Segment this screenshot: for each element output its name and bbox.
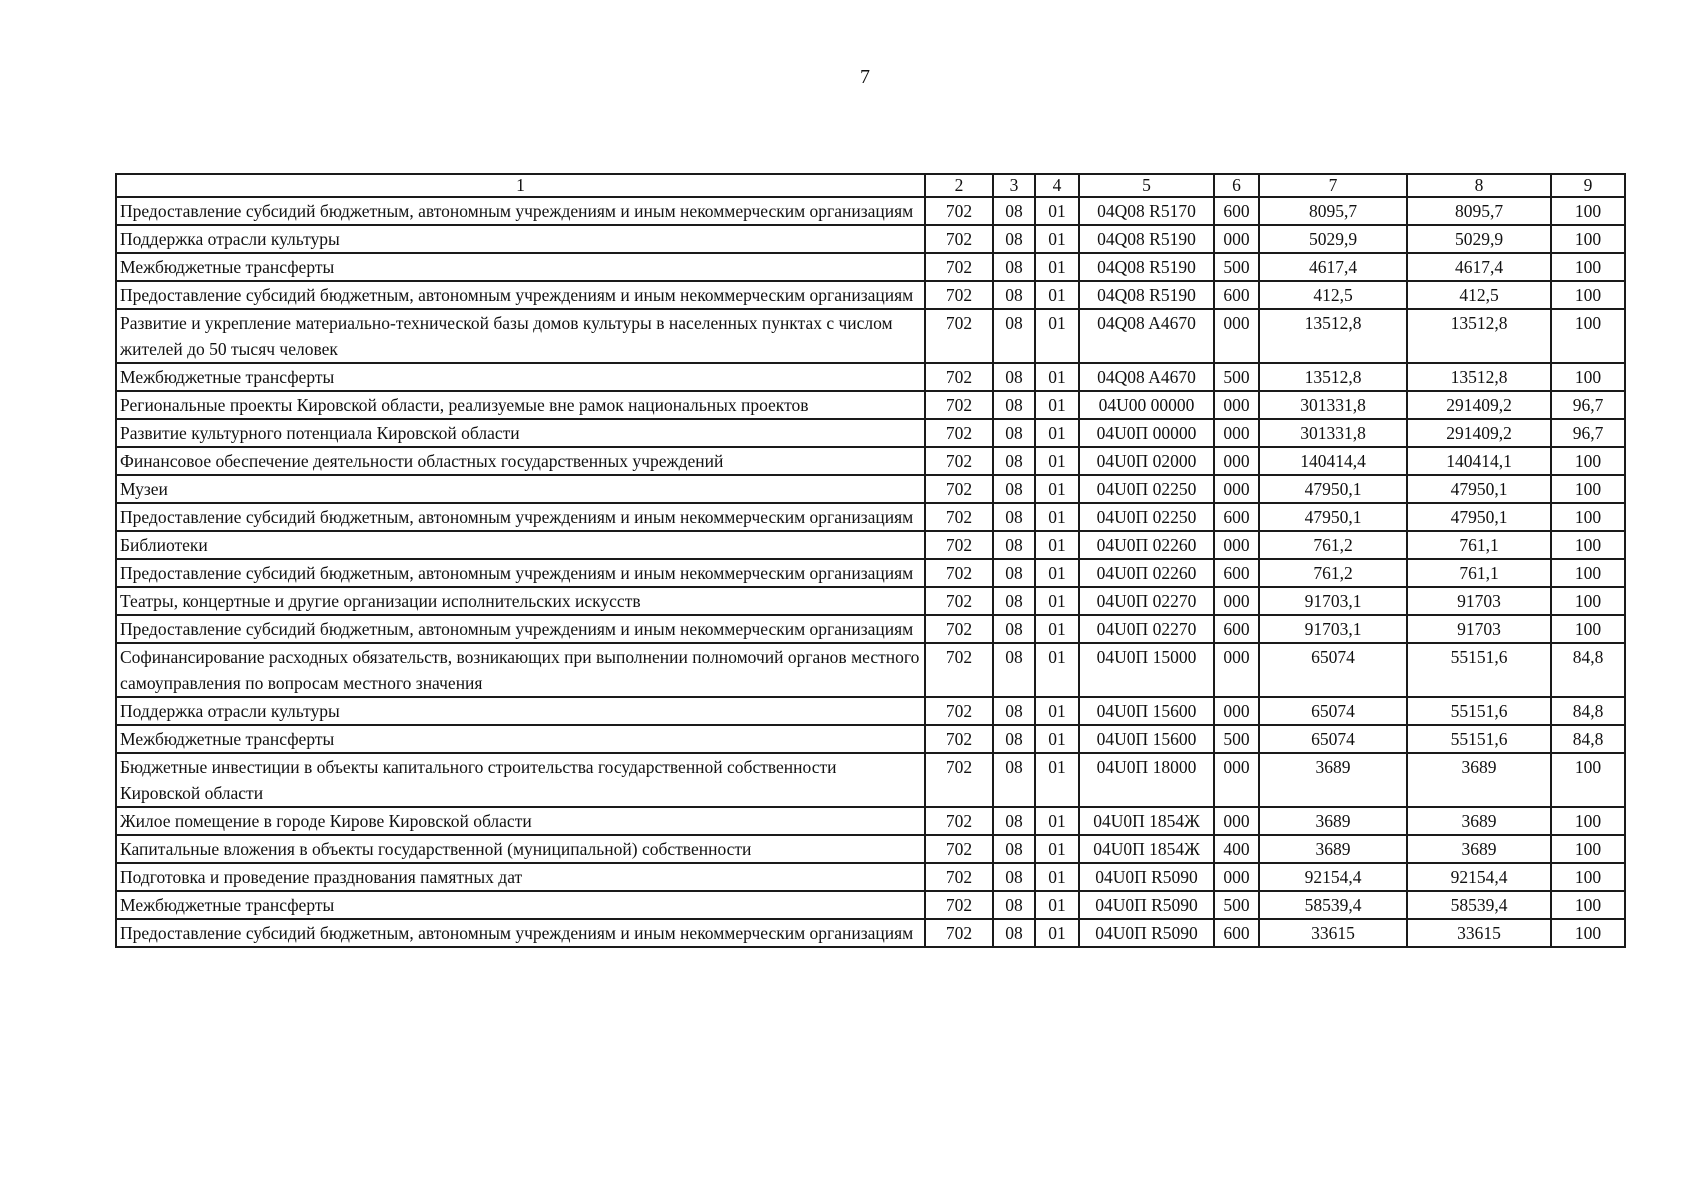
row-col-7: 4617,4 — [1259, 253, 1407, 281]
row-col-7: 5029,9 — [1259, 225, 1407, 253]
row-col-6: 500 — [1214, 725, 1259, 753]
row-col-9: 100 — [1551, 475, 1625, 503]
row-col-3: 08 — [993, 475, 1035, 503]
row-col-4: 01 — [1035, 531, 1079, 559]
table-row — [116, 363, 1625, 391]
row-col-3: 08 — [993, 225, 1035, 253]
row-col-8: 761,1 — [1407, 559, 1551, 587]
row-name: Подготовка и проведение празднования памятных дат — [116, 863, 925, 891]
row-col-2: 702 — [925, 807, 993, 835]
table-row — [116, 753, 1625, 807]
row-col-6: 000 — [1214, 391, 1259, 419]
row-col-9: 96,7 — [1551, 419, 1625, 447]
row-col-4: 01 — [1035, 225, 1079, 253]
row-col-7: 301331,8 — [1259, 391, 1407, 419]
table-row — [116, 225, 1625, 253]
row-col-3: 08 — [993, 253, 1035, 281]
row-col-8: 8095,7 — [1407, 197, 1551, 225]
row-col-6: 000 — [1214, 531, 1259, 559]
row-col-7: 8095,7 — [1259, 197, 1407, 225]
row-name: Предоставление субсидий бюджетным, автономным учреждениям и иным некоммерческим организациям — [116, 197, 925, 225]
row-col-5: 04U0П 02000 — [1079, 447, 1214, 475]
column-header: 2 — [925, 174, 993, 197]
row-col-2: 702 — [925, 587, 993, 615]
row-col-4: 01 — [1035, 447, 1079, 475]
table-row — [116, 281, 1625, 309]
table-row — [116, 919, 1625, 947]
row-col-6: 600 — [1214, 615, 1259, 643]
row-col-6: 000 — [1214, 587, 1259, 615]
row-col-7: 761,2 — [1259, 531, 1407, 559]
row-name: Предоставление субсидий бюджетным, автономным учреждениям и иным некоммерческим организациям — [116, 615, 925, 643]
row-col-4: 01 — [1035, 697, 1079, 725]
row-col-8: 140414,1 — [1407, 447, 1551, 475]
row-name: Театры, концертные и другие организации исполнительских искусств — [116, 587, 925, 615]
row-col-2: 702 — [925, 725, 993, 753]
row-col-8: 33615 — [1407, 919, 1551, 947]
row-col-6: 000 — [1214, 309, 1259, 363]
row-col-4: 01 — [1035, 559, 1079, 587]
table-body — [116, 197, 1625, 947]
row-name: Межбюджетные трансферты — [116, 891, 925, 919]
row-name: Бюджетные инвестиции в объекты капитального строительства государственной собственности Кировской области — [116, 753, 925, 807]
row-col-5: 04U0П 02270 — [1079, 615, 1214, 643]
row-col-7: 91703,1 — [1259, 587, 1407, 615]
row-col-2: 702 — [925, 225, 993, 253]
row-col-6: 000 — [1214, 643, 1259, 697]
row-col-7: 65074 — [1259, 643, 1407, 697]
row-name: Поддержка отрасли культуры — [116, 225, 925, 253]
table-row — [116, 531, 1625, 559]
table-row — [116, 643, 1625, 697]
row-col-7: 65074 — [1259, 725, 1407, 753]
row-col-9: 100 — [1551, 587, 1625, 615]
row-col-9: 100 — [1551, 807, 1625, 835]
row-col-5: 04U0П 02250 — [1079, 475, 1214, 503]
row-name: Предоставление субсидий бюджетным, автономным учреждениям и иным некоммерческим организациям — [116, 559, 925, 587]
row-col-8: 47950,1 — [1407, 503, 1551, 531]
row-col-8: 55151,6 — [1407, 697, 1551, 725]
row-col-6: 000 — [1214, 863, 1259, 891]
row-col-5: 04U0П 02260 — [1079, 559, 1214, 587]
table-row — [116, 807, 1625, 835]
row-col-9: 96,7 — [1551, 391, 1625, 419]
row-col-3: 08 — [993, 363, 1035, 391]
table-row — [116, 309, 1625, 363]
row-col-3: 08 — [993, 919, 1035, 947]
row-col-9: 100 — [1551, 559, 1625, 587]
row-col-5: 04U0П 02260 — [1079, 531, 1214, 559]
row-col-3: 08 — [993, 587, 1035, 615]
row-col-4: 01 — [1035, 253, 1079, 281]
row-col-6: 600 — [1214, 559, 1259, 587]
row-col-8: 55151,6 — [1407, 643, 1551, 697]
row-col-3: 08 — [993, 863, 1035, 891]
row-col-8: 4617,4 — [1407, 253, 1551, 281]
row-col-4: 01 — [1035, 309, 1079, 363]
row-name: Капитальные вложения в объекты государственной (муниципальной) собственности — [116, 835, 925, 863]
row-col-4: 01 — [1035, 587, 1079, 615]
row-col-8: 3689 — [1407, 807, 1551, 835]
row-col-2: 702 — [925, 281, 993, 309]
table-row — [116, 697, 1625, 725]
column-header: 5 — [1079, 174, 1214, 197]
row-col-4: 01 — [1035, 615, 1079, 643]
row-col-6: 000 — [1214, 447, 1259, 475]
row-col-8: 291409,2 — [1407, 391, 1551, 419]
row-col-4: 01 — [1035, 281, 1079, 309]
row-col-3: 08 — [993, 391, 1035, 419]
row-name: Предоставление субсидий бюджетным, автономным учреждениям и иным некоммерческим организациям — [116, 919, 925, 947]
row-col-2: 702 — [925, 197, 993, 225]
row-col-9: 100 — [1551, 835, 1625, 863]
row-col-7: 301331,8 — [1259, 419, 1407, 447]
row-name: Библиотеки — [116, 531, 925, 559]
table-row — [116, 419, 1625, 447]
column-header: 9 — [1551, 174, 1625, 197]
row-name: Региональные проекты Кировской области, реализуемые вне рамок национальных проектов — [116, 391, 925, 419]
row-col-3: 08 — [993, 753, 1035, 807]
row-col-5: 04U0П 15600 — [1079, 697, 1214, 725]
table-row — [116, 475, 1625, 503]
row-col-8: 3689 — [1407, 753, 1551, 807]
row-col-5: 04U0П 15000 — [1079, 643, 1214, 697]
row-col-5: 04Q08 R5190 — [1079, 225, 1214, 253]
row-col-6: 000 — [1214, 807, 1259, 835]
row-col-3: 08 — [993, 725, 1035, 753]
row-col-9: 84,8 — [1551, 697, 1625, 725]
row-col-6: 500 — [1214, 253, 1259, 281]
column-header: 1 — [116, 174, 925, 197]
row-col-8: 58539,4 — [1407, 891, 1551, 919]
row-col-7: 47950,1 — [1259, 475, 1407, 503]
table-row — [116, 587, 1625, 615]
row-col-7: 65074 — [1259, 697, 1407, 725]
table-row — [116, 197, 1625, 225]
row-col-2: 702 — [925, 363, 993, 391]
row-col-2: 702 — [925, 391, 993, 419]
row-col-9: 100 — [1551, 919, 1625, 947]
row-col-9: 100 — [1551, 615, 1625, 643]
row-col-5: 04U0П 02270 — [1079, 587, 1214, 615]
row-col-6: 000 — [1214, 697, 1259, 725]
row-col-6: 500 — [1214, 363, 1259, 391]
row-col-8: 412,5 — [1407, 281, 1551, 309]
row-col-3: 08 — [993, 697, 1035, 725]
row-col-2: 702 — [925, 531, 993, 559]
row-name: Развитие и укрепление материально-технической базы домов культуры в населенных пунктах с числом жителей до 50 тысяч человек — [116, 309, 925, 363]
table-row — [116, 835, 1625, 863]
row-col-8: 92154,4 — [1407, 863, 1551, 891]
row-col-4: 01 — [1035, 725, 1079, 753]
row-col-4: 01 — [1035, 363, 1079, 391]
row-col-8: 13512,8 — [1407, 363, 1551, 391]
row-col-6: 600 — [1214, 503, 1259, 531]
row-col-9: 100 — [1551, 753, 1625, 807]
row-col-3: 08 — [993, 309, 1035, 363]
row-col-7: 58539,4 — [1259, 891, 1407, 919]
row-col-7: 13512,8 — [1259, 363, 1407, 391]
page-number: 7 — [860, 66, 870, 88]
row-col-5: 04U0П 18000 — [1079, 753, 1214, 807]
row-col-4: 01 — [1035, 891, 1079, 919]
table-row — [116, 891, 1625, 919]
row-col-6: 600 — [1214, 281, 1259, 309]
row-name: Межбюджетные трансферты — [116, 725, 925, 753]
row-col-9: 100 — [1551, 225, 1625, 253]
row-col-2: 702 — [925, 643, 993, 697]
row-col-3: 08 — [993, 835, 1035, 863]
row-name: Межбюджетные трансферты — [116, 253, 925, 281]
row-col-9: 100 — [1551, 863, 1625, 891]
row-col-7: 3689 — [1259, 807, 1407, 835]
row-col-2: 702 — [925, 559, 993, 587]
row-col-2: 702 — [925, 697, 993, 725]
row-name: Предоставление субсидий бюджетным, автономным учреждениям и иным некоммерческим организациям — [116, 281, 925, 309]
row-col-8: 761,1 — [1407, 531, 1551, 559]
row-col-4: 01 — [1035, 863, 1079, 891]
row-col-5: 04U0П R5090 — [1079, 863, 1214, 891]
row-col-5: 04Q08 R5190 — [1079, 281, 1214, 309]
budget-table — [115, 173, 1626, 948]
table-row — [116, 447, 1625, 475]
row-col-4: 01 — [1035, 643, 1079, 697]
column-header: 4 — [1035, 174, 1079, 197]
row-col-9: 100 — [1551, 253, 1625, 281]
row-col-6: 000 — [1214, 475, 1259, 503]
row-col-4: 01 — [1035, 807, 1079, 835]
header-row — [116, 174, 1625, 197]
row-col-2: 702 — [925, 253, 993, 281]
table-row — [116, 863, 1625, 891]
row-col-5: 04U0П 00000 — [1079, 419, 1214, 447]
row-col-8: 3689 — [1407, 835, 1551, 863]
row-col-3: 08 — [993, 559, 1035, 587]
row-col-5: 04U0П 1854Ж — [1079, 835, 1214, 863]
row-col-4: 01 — [1035, 753, 1079, 807]
row-col-2: 702 — [925, 475, 993, 503]
column-header: 8 — [1407, 174, 1551, 197]
row-name: Музеи — [116, 475, 925, 503]
row-col-3: 08 — [993, 419, 1035, 447]
row-col-5: 04U0П 15600 — [1079, 725, 1214, 753]
row-col-4: 01 — [1035, 919, 1079, 947]
row-col-3: 08 — [993, 615, 1035, 643]
row-col-4: 01 — [1035, 391, 1079, 419]
row-col-9: 100 — [1551, 309, 1625, 363]
row-col-9: 100 — [1551, 503, 1625, 531]
row-col-7: 412,5 — [1259, 281, 1407, 309]
row-col-8: 91703 — [1407, 587, 1551, 615]
row-col-7: 761,2 — [1259, 559, 1407, 587]
row-name: Предоставление субсидий бюджетным, автономным учреждениям и иным некоммерческим организациям — [116, 503, 925, 531]
row-col-3: 08 — [993, 531, 1035, 559]
row-col-9: 100 — [1551, 891, 1625, 919]
row-name: Финансовое обеспечение деятельности областных государственных учреждений — [116, 447, 925, 475]
row-col-8: 55151,6 — [1407, 725, 1551, 753]
row-name: Софинансирование расходных обязательств, возникающих при выполнении полномочий органов местного самоуправления по вопросам местного значения — [116, 643, 925, 697]
row-col-3: 08 — [993, 891, 1035, 919]
row-col-7: 91703,1 — [1259, 615, 1407, 643]
row-col-5: 04U0П 1854Ж — [1079, 807, 1214, 835]
row-col-8: 13512,8 — [1407, 309, 1551, 363]
row-col-5: 04Q08 A4670 — [1079, 363, 1214, 391]
row-col-3: 08 — [993, 643, 1035, 697]
row-col-4: 01 — [1035, 835, 1079, 863]
row-col-4: 01 — [1035, 475, 1079, 503]
row-col-2: 702 — [925, 919, 993, 947]
row-col-7: 47950,1 — [1259, 503, 1407, 531]
column-header: 7 — [1259, 174, 1407, 197]
table-row — [116, 615, 1625, 643]
row-col-4: 01 — [1035, 419, 1079, 447]
row-col-3: 08 — [993, 197, 1035, 225]
row-col-2: 702 — [925, 419, 993, 447]
row-col-7: 13512,8 — [1259, 309, 1407, 363]
row-col-3: 08 — [993, 447, 1035, 475]
row-col-7: 3689 — [1259, 753, 1407, 807]
row-col-2: 702 — [925, 309, 993, 363]
table-row — [116, 725, 1625, 753]
row-col-3: 08 — [993, 503, 1035, 531]
row-col-2: 702 — [925, 891, 993, 919]
row-col-8: 91703 — [1407, 615, 1551, 643]
row-col-7: 3689 — [1259, 835, 1407, 863]
row-col-4: 01 — [1035, 503, 1079, 531]
row-col-5: 04U0П 02250 — [1079, 503, 1214, 531]
row-col-2: 702 — [925, 835, 993, 863]
row-col-3: 08 — [993, 281, 1035, 309]
row-col-3: 08 — [993, 807, 1035, 835]
row-col-5: 04Q08 A4670 — [1079, 309, 1214, 363]
row-col-6: 500 — [1214, 891, 1259, 919]
row-col-6: 000 — [1214, 225, 1259, 253]
row-col-9: 100 — [1551, 281, 1625, 309]
table-row — [116, 559, 1625, 587]
column-header: 3 — [993, 174, 1035, 197]
row-name: Поддержка отрасли культуры — [116, 697, 925, 725]
row-col-2: 702 — [925, 615, 993, 643]
table-row — [116, 253, 1625, 281]
row-col-2: 702 — [925, 447, 993, 475]
row-col-2: 702 — [925, 863, 993, 891]
row-col-2: 702 — [925, 753, 993, 807]
row-col-9: 100 — [1551, 531, 1625, 559]
row-col-9: 84,8 — [1551, 643, 1625, 697]
row-name: Развитие культурного потенциала Кировской области — [116, 419, 925, 447]
table-row — [116, 503, 1625, 531]
row-col-7: 92154,4 — [1259, 863, 1407, 891]
row-col-6: 000 — [1214, 419, 1259, 447]
table-row — [116, 391, 1625, 419]
row-name: Жилое помещение в городе Кирове Кировской области — [116, 807, 925, 835]
row-col-6: 600 — [1214, 197, 1259, 225]
row-col-9: 84,8 — [1551, 725, 1625, 753]
row-col-7: 33615 — [1259, 919, 1407, 947]
row-col-2: 702 — [925, 503, 993, 531]
row-col-6: 600 — [1214, 919, 1259, 947]
row-col-5: 04Q08 R5190 — [1079, 253, 1214, 281]
row-col-6: 000 — [1214, 753, 1259, 807]
row-col-8: 291409,2 — [1407, 419, 1551, 447]
row-col-9: 100 — [1551, 363, 1625, 391]
row-col-8: 47950,1 — [1407, 475, 1551, 503]
row-col-9: 100 — [1551, 447, 1625, 475]
row-col-8: 5029,9 — [1407, 225, 1551, 253]
row-col-5: 04Q08 R5170 — [1079, 197, 1214, 225]
row-col-6: 400 — [1214, 835, 1259, 863]
row-col-7: 140414,4 — [1259, 447, 1407, 475]
row-col-5: 04U0П R5090 — [1079, 891, 1214, 919]
row-col-5: 04U00 00000 — [1079, 391, 1214, 419]
row-col-5: 04U0П R5090 — [1079, 919, 1214, 947]
column-header: 6 — [1214, 174, 1259, 197]
row-col-4: 01 — [1035, 197, 1079, 225]
row-col-9: 100 — [1551, 197, 1625, 225]
row-name: Межбюджетные трансферты — [116, 363, 925, 391]
